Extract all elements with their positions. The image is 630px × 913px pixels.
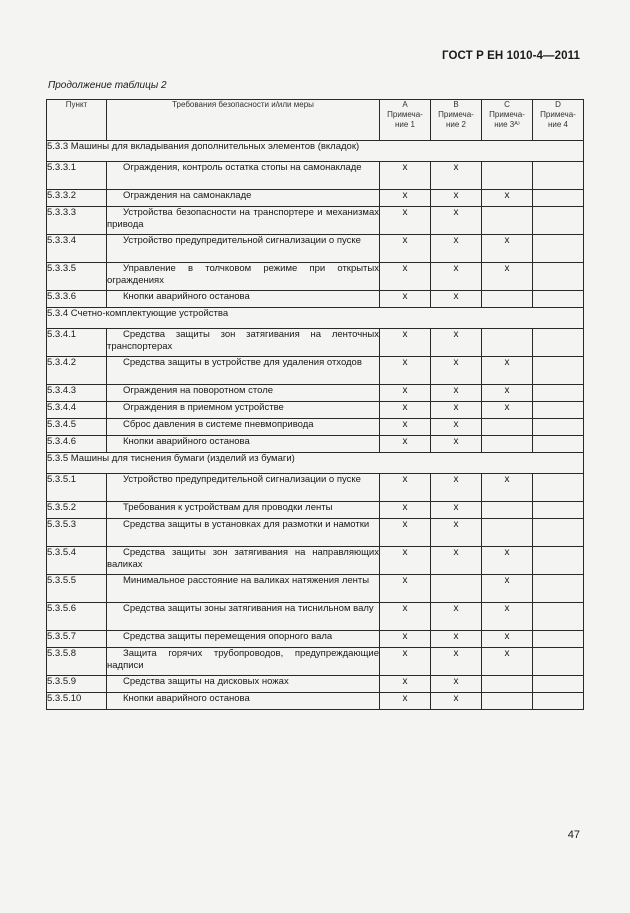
clause-number: 5.3.4.2 (47, 357, 107, 385)
clause-number: 5.3.5.10 (47, 693, 107, 710)
note-a-mark: x (380, 436, 431, 453)
note-d-mark (533, 648, 584, 676)
note-a-mark: x (380, 603, 431, 631)
note-a-mark: x (380, 207, 431, 235)
note-c-mark: x (482, 402, 533, 419)
note-c-mark: x (482, 575, 533, 603)
note-a-mark: x (380, 291, 431, 308)
note-c-mark (482, 676, 533, 693)
clause-number: 5.3.4.3 (47, 385, 107, 402)
note-d-mark (533, 603, 584, 631)
note-a-mark: x (380, 162, 431, 190)
note-a-mark: x (380, 329, 431, 357)
requirement-text: Средства защиты зон затягивания на направляющих валиках (107, 547, 380, 575)
note-b-mark: x (431, 385, 482, 402)
note-c-mark: x (482, 357, 533, 385)
column-header-note-d (533, 100, 584, 141)
note-d-mark (533, 631, 584, 648)
table-row (47, 357, 584, 385)
section-title: 5.3.3 Машины для вкладывания дополнительных элементов (вкладок) (47, 141, 584, 162)
clause-number: 5.3.5.2 (47, 502, 107, 519)
section-row (47, 141, 584, 162)
note-a-mark: x (380, 419, 431, 436)
note-d-mark (533, 291, 584, 308)
table-row (47, 631, 584, 648)
requirements-table (46, 99, 584, 710)
clause-number: 5.3.4.4 (47, 402, 107, 419)
note-a-mark: x (380, 502, 431, 519)
section-row (47, 453, 584, 474)
table-row (47, 207, 584, 235)
note-b-mark: x (431, 519, 482, 547)
clause-number: 5.3.5.5 (47, 575, 107, 603)
clause-number: 5.3.5.3 (47, 519, 107, 547)
note-a-mark: x (380, 190, 431, 207)
table-row (47, 648, 584, 676)
note-d-mark (533, 162, 584, 190)
clause-number: 5.3.5.7 (47, 631, 107, 648)
note-c-mark (482, 693, 533, 710)
note-c-mark (482, 207, 533, 235)
note-d-mark (533, 402, 584, 419)
note-d-mark (533, 357, 584, 385)
note-d-mark (533, 190, 584, 207)
requirement-text: Средства защиты зон затягивания на ленточных транспортерах (107, 329, 380, 357)
table-caption: Продолжение таблицы 2 (48, 80, 167, 91)
note-c-mark (482, 436, 533, 453)
clause-number: 5.3.5.4 (47, 547, 107, 575)
requirement-text: Кнопки аварийного останова (107, 291, 380, 308)
requirement-text: Ограждения на самонакладе (107, 190, 380, 207)
note-d-mark (533, 502, 584, 519)
requirement-text: Управление в толчковом режиме при открытых ограждениях (107, 263, 380, 291)
note-d-mark (533, 474, 584, 502)
clause-number: 5.3.4.1 (47, 329, 107, 357)
clause-number: 5.3.3.5 (47, 263, 107, 291)
note-a-mark: x (380, 575, 431, 603)
requirement-text: Минимальное расстояние на валиках натяжения ленты (107, 575, 380, 603)
note-c-mark (482, 519, 533, 547)
requirement-text: Устройства безопасности на транспортере и механизмах привода (107, 207, 380, 235)
note-c-mark: x (482, 603, 533, 631)
requirement-text: Средства защиты на дисковых ножах (107, 676, 380, 693)
requirement-text: Кнопки аварийного останова (107, 693, 380, 710)
note-b-mark: x (431, 402, 482, 419)
note-a-mark: x (380, 648, 431, 676)
section-title: 5.3.5 Машины для тиснения бумаги (изделий из бумаги) (47, 453, 584, 474)
note-letter: B (453, 100, 459, 109)
note-c-mark (482, 291, 533, 308)
table-row (47, 502, 584, 519)
note-b-mark: x (431, 291, 482, 308)
note-d-mark (533, 547, 584, 575)
note-a-mark: x (380, 693, 431, 710)
note-a-mark: x (380, 474, 431, 502)
note-d-mark (533, 519, 584, 547)
clause-number: 5.3.5.8 (47, 648, 107, 676)
note-d-mark (533, 693, 584, 710)
note-b-mark: x (431, 693, 482, 710)
clause-number: 5.3.5.9 (47, 676, 107, 693)
note-c-mark (482, 419, 533, 436)
table-row (47, 190, 584, 207)
note-a-mark: x (380, 385, 431, 402)
table-row (47, 162, 584, 190)
note-b-mark: x (431, 357, 482, 385)
note-d-mark (533, 329, 584, 357)
requirement-text: Требования к устройствам для проводки ленты (107, 502, 380, 519)
note-c-mark: x (482, 235, 533, 263)
note-d-mark (533, 235, 584, 263)
table-row (47, 547, 584, 575)
table-row (47, 519, 584, 547)
column-header-requirements: Требования безопасности и/или меры (107, 100, 380, 141)
clause-number: 5.3.3.4 (47, 235, 107, 263)
note-label: Примеча- ние 3ᴬ⁾ (489, 110, 525, 129)
clause-number: 5.3.5.1 (47, 474, 107, 502)
requirement-text: Средства защиты в установках для размотки и намотки (107, 519, 380, 547)
note-b-mark: x (431, 603, 482, 631)
note-letter: D (555, 100, 561, 109)
note-b-mark: x (431, 502, 482, 519)
note-label: Примеча- ние 4 (540, 110, 576, 129)
column-header-note-b (431, 100, 482, 141)
standard-designation: ГОСТ Р ЕН 1010-4—2011 (442, 50, 580, 62)
note-b-mark: x (431, 631, 482, 648)
note-c-mark: x (482, 474, 533, 502)
note-a-mark: x (380, 235, 431, 263)
note-c-mark: x (482, 263, 533, 291)
note-b-mark: x (431, 648, 482, 676)
note-c-mark (482, 502, 533, 519)
note-label: Примеча- ние 1 (387, 110, 423, 129)
page-number: 47 (567, 829, 580, 841)
clause-number: 5.3.3.2 (47, 190, 107, 207)
note-c-mark: x (482, 190, 533, 207)
note-c-mark (482, 329, 533, 357)
note-c-mark (482, 162, 533, 190)
note-b-mark: x (431, 162, 482, 190)
note-a-mark: x (380, 263, 431, 291)
requirement-text: Средства защиты в устройстве для удаления отходов (107, 357, 380, 385)
note-d-mark (533, 207, 584, 235)
note-b-mark: x (431, 329, 482, 357)
note-a-mark: x (380, 547, 431, 575)
table-body (47, 141, 584, 710)
requirement-text: Ограждения, контроль остатка стопы на самонакладе (107, 162, 380, 190)
column-header-point: Пункт (47, 100, 107, 141)
table-row (47, 291, 584, 308)
requirement-text: Ограждения на поворотном столе (107, 385, 380, 402)
note-d-mark (533, 436, 584, 453)
requirement-text: Устройство предупредительной сигнализации о пуске (107, 235, 380, 263)
table-row (47, 419, 584, 436)
note-d-mark (533, 385, 584, 402)
note-b-mark: x (431, 190, 482, 207)
clause-number: 5.3.3.3 (47, 207, 107, 235)
note-a-mark: x (380, 676, 431, 693)
clause-number: 5.3.4.5 (47, 419, 107, 436)
table-row (47, 436, 584, 453)
table-row (47, 263, 584, 291)
clause-number: 5.3.3.1 (47, 162, 107, 190)
note-c-mark: x (482, 631, 533, 648)
requirement-text: Ограждения в приемном устройстве (107, 402, 380, 419)
note-b-mark: x (431, 235, 482, 263)
clause-number: 5.3.3.6 (47, 291, 107, 308)
note-a-mark: x (380, 402, 431, 419)
note-c-mark: x (482, 648, 533, 676)
column-header-note-a (380, 100, 431, 141)
requirement-text: Средства защиты перемещения опорного вала (107, 631, 380, 648)
note-b-mark: x (431, 207, 482, 235)
table-row (47, 693, 584, 710)
table-row (47, 575, 584, 603)
requirement-text: Сброс давления в системе пневмопривода (107, 419, 380, 436)
clause-number: 5.3.4.6 (47, 436, 107, 453)
column-header-note-c (482, 100, 533, 141)
note-b-mark: x (431, 419, 482, 436)
note-c-mark: x (482, 385, 533, 402)
table-row (47, 402, 584, 419)
note-b-mark: x (431, 263, 482, 291)
table-row (47, 235, 584, 263)
table-row (47, 329, 584, 357)
requirement-text: Защита горячих трубопроводов, предупреждающие надписи (107, 648, 380, 676)
note-letter: C (504, 100, 510, 109)
note-d-mark (533, 419, 584, 436)
table-row (47, 676, 584, 693)
note-b-mark: x (431, 436, 482, 453)
requirement-text: Кнопки аварийного останова (107, 436, 380, 453)
clause-number: 5.3.5.6 (47, 603, 107, 631)
note-a-mark: x (380, 631, 431, 648)
note-b-mark (431, 575, 482, 603)
section-title: 5.3.4 Счетно-комплектующие устройства (47, 308, 584, 329)
note-b-mark: x (431, 676, 482, 693)
note-d-mark (533, 575, 584, 603)
note-a-mark: x (380, 519, 431, 547)
requirement-text: Средства защиты зоны затягивания на тиснильном валу (107, 603, 380, 631)
table-row (47, 474, 584, 502)
table-row (47, 385, 584, 402)
note-b-mark: x (431, 547, 482, 575)
note-d-mark (533, 676, 584, 693)
note-c-mark: x (482, 547, 533, 575)
note-a-mark: x (380, 357, 431, 385)
section-row (47, 308, 584, 329)
table-row (47, 603, 584, 631)
note-letter: A (402, 100, 408, 109)
requirement-text: Устройство предупредительной сигнализации о пуске (107, 474, 380, 502)
note-label: Примеча- ние 2 (438, 110, 474, 129)
note-d-mark (533, 263, 584, 291)
note-b-mark: x (431, 474, 482, 502)
